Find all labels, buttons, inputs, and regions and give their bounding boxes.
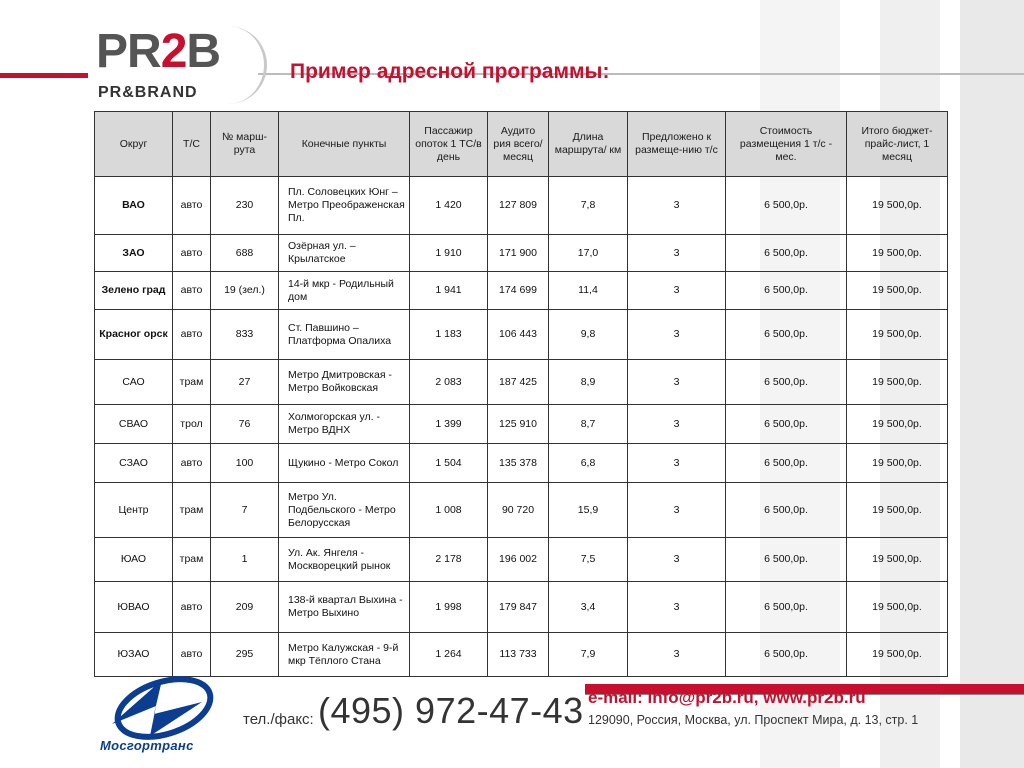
header-offered-vehicles: Предложено к размеще-нию т/с <box>628 112 726 177</box>
cell-endpoints: 138-й квартал Выхина - Метро Выхино <box>279 582 410 633</box>
cell-district: СВАО <box>95 405 173 444</box>
phone-number: (495) 972-47-43 <box>318 690 584 731</box>
cell-endpoints: Метро Калужская - 9-й мкр Тёплого Стана <box>279 633 410 677</box>
table-row <box>95 582 948 633</box>
cell-cost: 6 500,0р. <box>726 483 847 538</box>
cell-cost: 6 500,0р. <box>726 272 847 310</box>
cell-audience: 90 720 <box>488 483 549 538</box>
cell-total-budget: 19 500,0р. <box>847 235 948 272</box>
cell-route-length: 7,5 <box>549 538 628 582</box>
table-body <box>95 177 948 677</box>
cell-route-number: 1 <box>211 538 279 582</box>
table-row <box>95 483 948 538</box>
cell-passenger-flow: 1 264 <box>410 633 488 677</box>
cell-endpoints: Метро Ул. Подбельского - Метро Белорусская <box>279 483 410 538</box>
cell-audience: 179 847 <box>488 582 549 633</box>
cell-route-number: 100 <box>211 444 279 483</box>
cell-route-length: 11,4 <box>549 272 628 310</box>
table-row <box>95 633 948 677</box>
cell-route-number: 230 <box>211 177 279 235</box>
phone-label: тел./факс: <box>243 711 314 728</box>
mosgortrans-emblem-icon <box>92 672 232 742</box>
mosgortrans-label: Мосгортранс <box>100 738 194 753</box>
cell-district: ЗАО <box>95 235 173 272</box>
cell-total-budget: 19 500,0р. <box>847 360 948 405</box>
header-route-length: Длина маршрута/ км <box>549 112 628 177</box>
cell-audience: 127 809 <box>488 177 549 235</box>
cell-district: ЮВАО <box>95 582 173 633</box>
cell-offered-vehicles: 3 <box>628 405 726 444</box>
cell-route-number: 27 <box>211 360 279 405</box>
cell-vehicle-type: авто <box>173 582 211 633</box>
cell-endpoints: Ст. Павшино – Платформа Опалиха <box>279 310 410 360</box>
cell-total-budget: 19 500,0р. <box>847 582 948 633</box>
cell-endpoints: Ул. Ак. Янгеля - Москворецкий рынок <box>279 538 410 582</box>
cell-endpoints: Пл. Соловецких Юнг – Метро Преображенская Пл. <box>279 177 410 235</box>
cell-district: Красног орск <box>95 310 173 360</box>
cell-route-number: 295 <box>211 633 279 677</box>
table-header-row <box>95 112 948 177</box>
cell-audience: 106 443 <box>488 310 549 360</box>
cell-route-number: 833 <box>211 310 279 360</box>
cell-vehicle-type: авто <box>173 235 211 272</box>
cell-offered-vehicles: 3 <box>628 177 726 235</box>
cell-district: ЮАО <box>95 538 173 582</box>
logo-wordmark: PR2B <box>96 25 221 78</box>
table-row <box>95 310 948 360</box>
logo-swoosh <box>214 26 267 104</box>
cell-audience: 171 900 <box>488 235 549 272</box>
table-row <box>95 177 948 235</box>
cell-passenger-flow: 1 399 <box>410 405 488 444</box>
cell-total-budget: 19 500,0р. <box>847 310 948 360</box>
cell-total-budget: 19 500,0р. <box>847 177 948 235</box>
address-program-table <box>94 111 948 677</box>
cell-total-budget: 19 500,0р. <box>847 483 948 538</box>
cell-offered-vehicles: 3 <box>628 360 726 405</box>
cell-route-length: 6,8 <box>549 444 628 483</box>
cell-vehicle-type: авто <box>173 444 211 483</box>
cell-passenger-flow: 1 941 <box>410 272 488 310</box>
email-website[interactable]: e-mail: info@pr2b.ru, www.pr2b.ru <box>588 688 866 707</box>
cell-cost: 6 500,0р. <box>726 310 847 360</box>
cell-passenger-flow: 1 008 <box>410 483 488 538</box>
cell-cost: 6 500,0р. <box>726 235 847 272</box>
cell-route-number: 209 <box>211 582 279 633</box>
cell-district: СЗАО <box>95 444 173 483</box>
cell-total-budget: 19 500,0р. <box>847 444 948 483</box>
header-passenger-flow: Пассажир опоток 1 ТС/в день <box>410 112 488 177</box>
cell-route-number: 7 <box>211 483 279 538</box>
cell-passenger-flow: 2 083 <box>410 360 488 405</box>
cell-route-length: 7,8 <box>549 177 628 235</box>
cell-cost: 6 500,0р. <box>726 582 847 633</box>
table-row <box>95 272 948 310</box>
background-stripe <box>960 0 1024 768</box>
cell-audience: 196 002 <box>488 538 549 582</box>
table-row <box>95 405 948 444</box>
cell-route-length: 3,4 <box>549 582 628 633</box>
cell-offered-vehicles: 3 <box>628 582 726 633</box>
table-row <box>95 538 948 582</box>
cell-offered-vehicles: 3 <box>628 483 726 538</box>
cell-cost: 6 500,0р. <box>726 177 847 235</box>
cell-route-length: 9,8 <box>549 310 628 360</box>
header-accent-line <box>0 73 88 78</box>
cell-route-number: 688 <box>211 235 279 272</box>
cell-district: САО <box>95 360 173 405</box>
pr2b-logo <box>96 25 266 104</box>
cell-district: Центр <box>95 483 173 538</box>
cell-total-budget: 19 500,0р. <box>847 272 948 310</box>
cell-offered-vehicles: 3 <box>628 444 726 483</box>
cell-endpoints: 14-й мкр - Родильный дом <box>279 272 410 310</box>
cell-district: Зелено град <box>95 272 173 310</box>
cell-vehicle-type: трол <box>173 405 211 444</box>
cell-vehicle-type: трам <box>173 360 211 405</box>
cell-audience: 125 910 <box>488 405 549 444</box>
table-row <box>95 235 948 272</box>
cell-offered-vehicles: 3 <box>628 538 726 582</box>
cell-cost: 6 500,0р. <box>726 444 847 483</box>
cell-route-length: 7,9 <box>549 633 628 677</box>
postal-address: 129090, Россия, Москва, ул. Проспект Мира, д. 13, стр. 1 <box>588 713 919 727</box>
header-audience: Аудито рия всего/ месяц <box>488 112 549 177</box>
cell-offered-vehicles: 3 <box>628 272 726 310</box>
cell-endpoints: Холмогорская ул. - Метро ВДНХ <box>279 405 410 444</box>
table-row <box>95 360 948 405</box>
cell-endpoints: Щукино - Метро Сокол <box>279 444 410 483</box>
cell-route-length: 15,9 <box>549 483 628 538</box>
cell-passenger-flow: 1 910 <box>410 235 488 272</box>
cell-passenger-flow: 1 998 <box>410 582 488 633</box>
cell-route-length: 8,7 <box>549 405 628 444</box>
cell-vehicle-type: трам <box>173 483 211 538</box>
cell-audience: 187 425 <box>488 360 549 405</box>
cell-district: ВАО <box>95 177 173 235</box>
cell-route-length: 17,0 <box>549 235 628 272</box>
cell-cost: 6 500,0р. <box>726 405 847 444</box>
cell-route-number: 19 (зел.) <box>211 272 279 310</box>
table-row <box>95 444 948 483</box>
header-vehicle-type: Т/С <box>173 112 211 177</box>
cell-cost: 6 500,0р. <box>726 538 847 582</box>
cell-total-budget: 19 500,0р. <box>847 405 948 444</box>
cell-passenger-flow: 1 420 <box>410 177 488 235</box>
cell-route-number: 76 <box>211 405 279 444</box>
cell-cost: 6 500,0р. <box>726 633 847 677</box>
cell-passenger-flow: 2 178 <box>410 538 488 582</box>
page-title: Пример адресной программы: <box>290 60 610 83</box>
logo-subtitle: PR&BRAND <box>98 84 198 101</box>
cell-offered-vehicles: 3 <box>628 310 726 360</box>
header-cost: Стоимость размещения 1 т/с - мес. <box>726 112 847 177</box>
cell-passenger-flow: 1 504 <box>410 444 488 483</box>
cell-audience: 174 699 <box>488 272 549 310</box>
cell-endpoints: Озёрная ул. – Крылатское <box>279 235 410 272</box>
cell-vehicle-type: авто <box>173 310 211 360</box>
cell-cost: 6 500,0р. <box>726 360 847 405</box>
header-total-budget: Итого бюджет-прайс-лист, 1 месяц <box>847 112 948 177</box>
cell-district: ЮЗАО <box>95 633 173 677</box>
header-route-number: № марш-рута <box>211 112 279 177</box>
header-district: Округ <box>95 112 173 177</box>
cell-vehicle-type: авто <box>173 633 211 677</box>
cell-passenger-flow: 1 183 <box>410 310 488 360</box>
cell-vehicle-type: авто <box>173 177 211 235</box>
cell-offered-vehicles: 3 <box>628 633 726 677</box>
cell-vehicle-type: трам <box>173 538 211 582</box>
cell-audience: 135 378 <box>488 444 549 483</box>
cell-endpoints: Метро Дмитровская - Метро Войковская <box>279 360 410 405</box>
header-endpoints: Конечные пункты <box>279 112 410 177</box>
cell-audience: 113 733 <box>488 633 549 677</box>
cell-offered-vehicles: 3 <box>628 235 726 272</box>
cell-total-budget: 19 500,0р. <box>847 633 948 677</box>
cell-total-budget: 19 500,0р. <box>847 538 948 582</box>
cell-route-length: 8,9 <box>549 360 628 405</box>
cell-vehicle-type: авто <box>173 272 211 310</box>
